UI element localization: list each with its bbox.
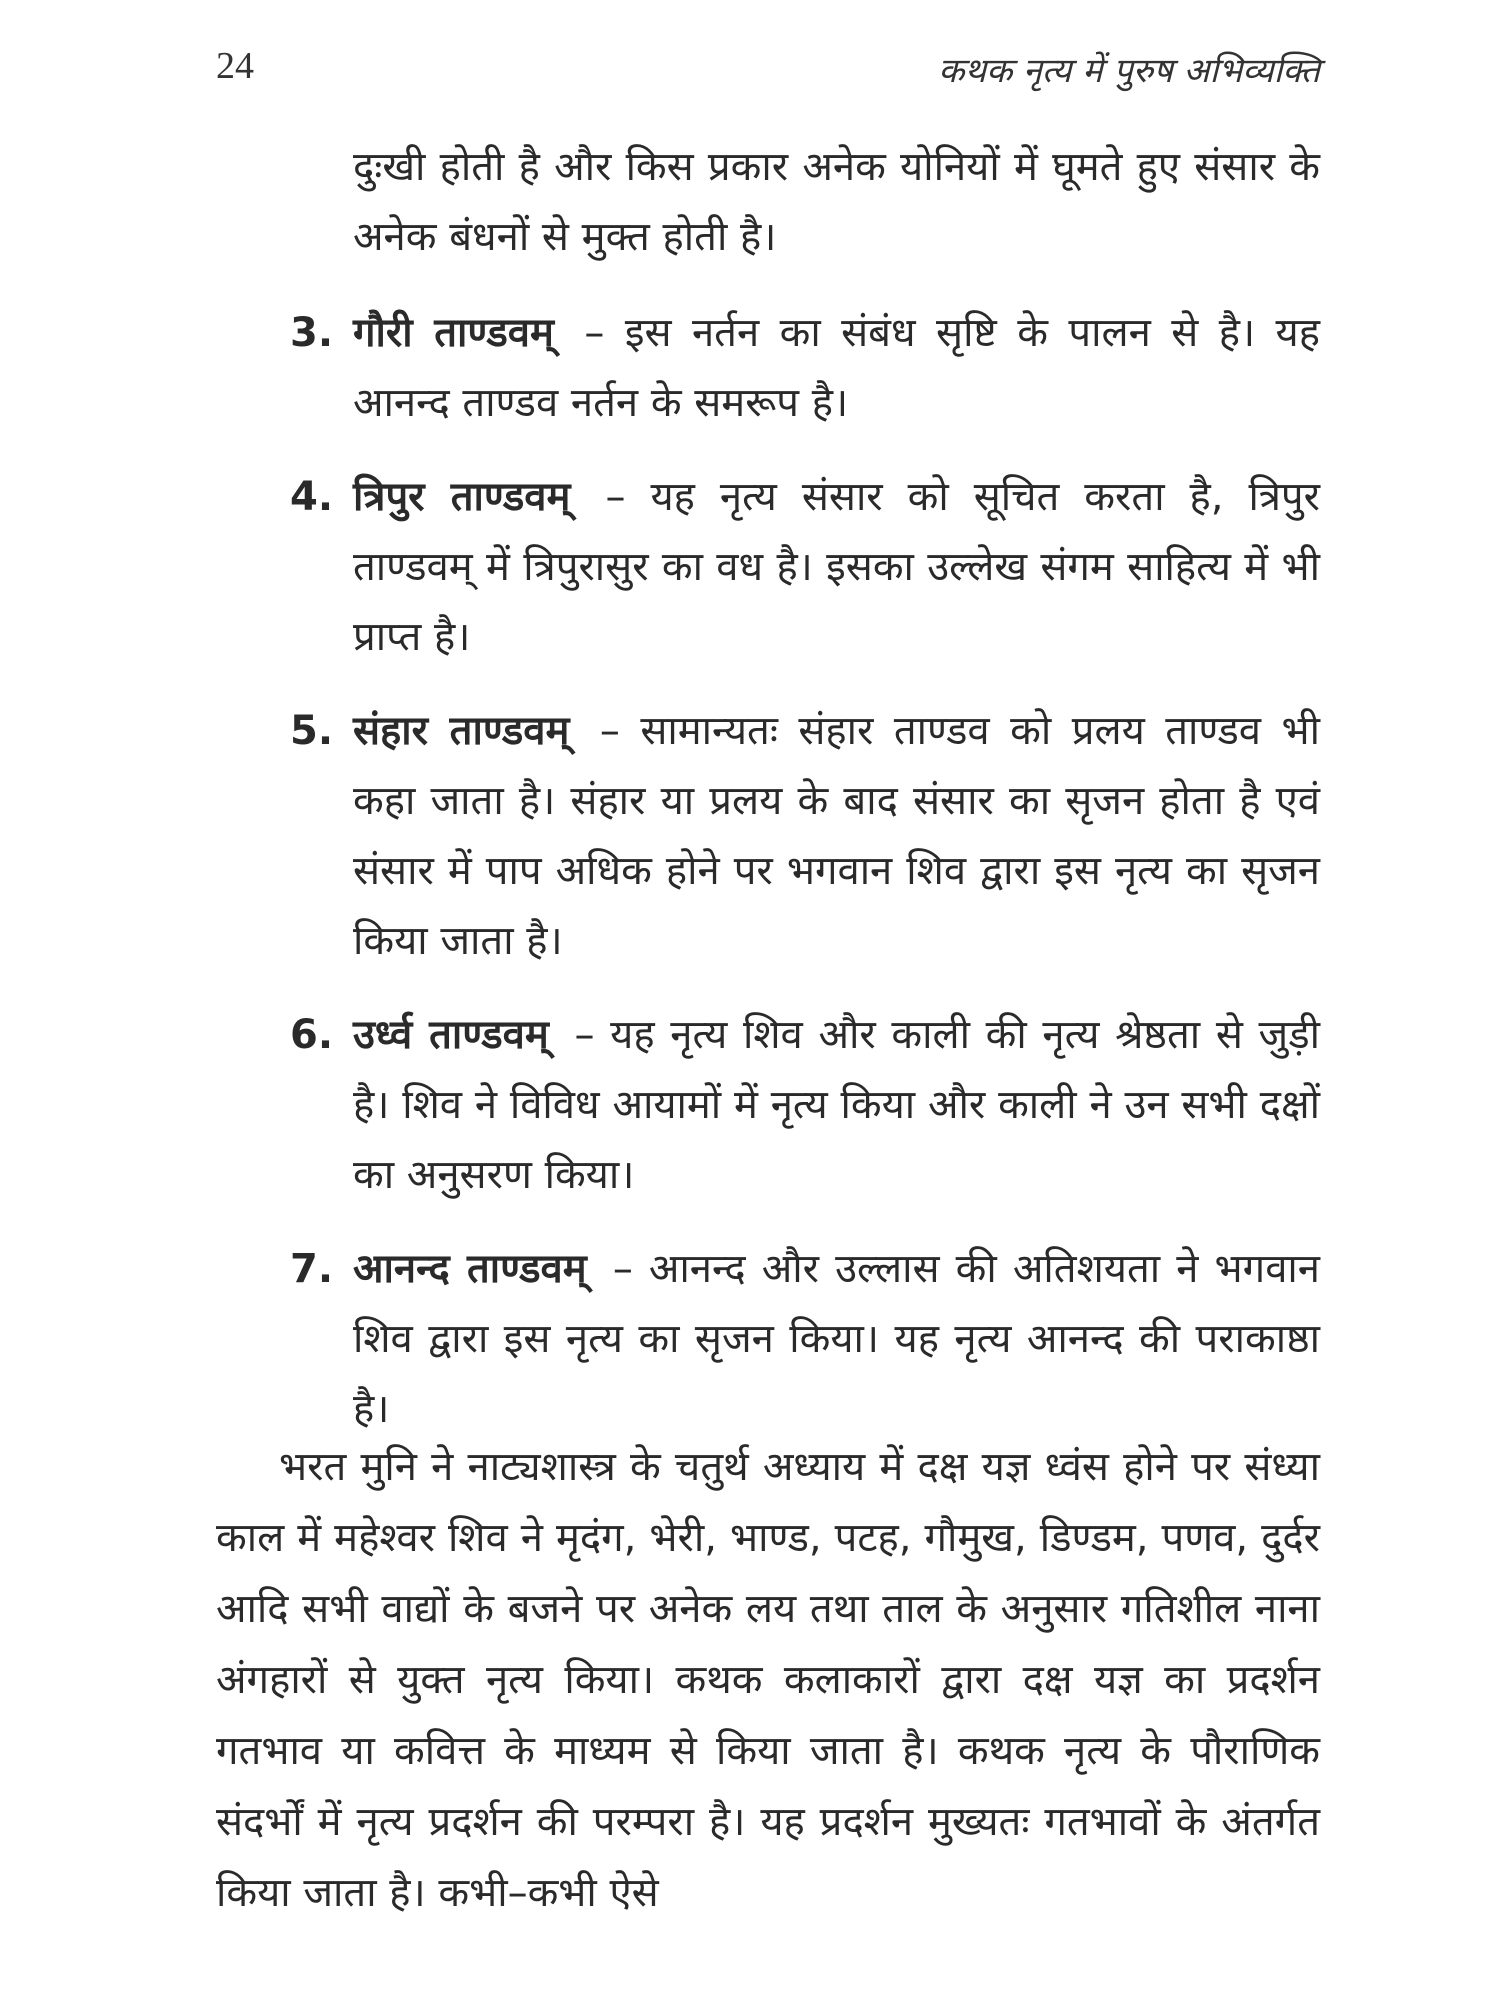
item-title: आनन्द ताण्डवम्	[353, 1246, 587, 1292]
list-item	[290, 696, 1320, 976]
page-number: 24	[216, 45, 254, 87]
list-item	[290, 1000, 1320, 1210]
item-text: – सामान्यतः संहार ताण्डव को प्रलय ताण्डव भी कहा जाता है। संहार या प्रलय के बाद संसार का सृजन होता है एवं संसार में पाप अधिक होने पर भगवान शिव द्वारा इस नृत्य का सृजन किया जाता है।	[353, 708, 1320, 964]
item-number: 4.	[290, 474, 334, 520]
item-title: त्रिपुर ताण्डवम्	[353, 474, 571, 520]
list-item	[290, 462, 1320, 672]
item-title: गौरी ताण्डवम्	[353, 310, 554, 356]
item-number: 3.	[290, 310, 334, 356]
item-title: उर्ध्व ताण्डवम्	[353, 1012, 549, 1058]
item-number: 7.	[290, 1246, 334, 1292]
item-title: संहार ताण्डवम्	[353, 708, 570, 754]
item-text: – यह नृत्य संसार को सूचित करता है, त्रिपुर ताण्डवम् में त्रिपुरासुर का वध है। इसका उल्लेख संगम साहित्य में भी प्राप्त है।	[353, 474, 1321, 660]
tandava-list	[290, 298, 1320, 1468]
item-number: 5.	[290, 708, 334, 754]
item-text: – इस नर्तन का संबंध सृष्टि के पालन से है। यह आनन्द ताण्डव नर्तन के समरूप है।	[353, 310, 1320, 426]
item-text: – यह नृत्य शिव और काली की नृत्य श्रेष्ठता से जुड़ी है। शिव ने विविध आयामों में नृत्य किया और काली ने उन सभी दक्षों का अनुसरण किया।	[353, 1012, 1320, 1198]
running-header: कथक नृत्य में पुरुष अभिव्यक्ति	[938, 51, 1320, 91]
body-paragraph: भरत मुनि ने नाट्यशास्त्र के चतुर्थ अध्याय में दक्ष यज्ञ ध्वंस होने पर संध्या काल में महेश्वर शिव ने मृदंग, भेरी, भाण्ड, पटह, गौमुख, डिण्डम, पणव, दुर्दर आदि सभी वाद्यों के बजने पर अनेक लय तथा ताल के अनुसार गतिशील नाना अंगहारों से युक्त नृत्य किया। कथक कलाकारों द्वारा दक्ष यज्ञ का प्रदर्शन गतभाव या कवित्त के माध्यम से किया जाता है। कथक नृत्य के पौराणिक संदर्भों में नृत्य प्रदर्शन की परम्परा है। यह प्रदर्शन मुख्यतः गतभावों के अंतर्गत किया जाता है। कभी–कभी ऐसे	[216, 1444, 1320, 1916]
continuation-text: दुःखी होती है और किस प्रकार अनेक योनियों में घूमते हुए संसार के अनेक बंधनों से मुक्त होती है।	[353, 144, 1320, 260]
list-item	[290, 298, 1320, 438]
list-item	[290, 1234, 1320, 1444]
item-text: – आनन्द और उल्लास की अतिशयता ने भगवान शिव द्वारा इस नृत्य का सृजन किया। यह नृत्य आनन्द की पराकाष्ठा है।	[353, 1246, 1320, 1432]
item-number: 6.	[290, 1012, 334, 1058]
